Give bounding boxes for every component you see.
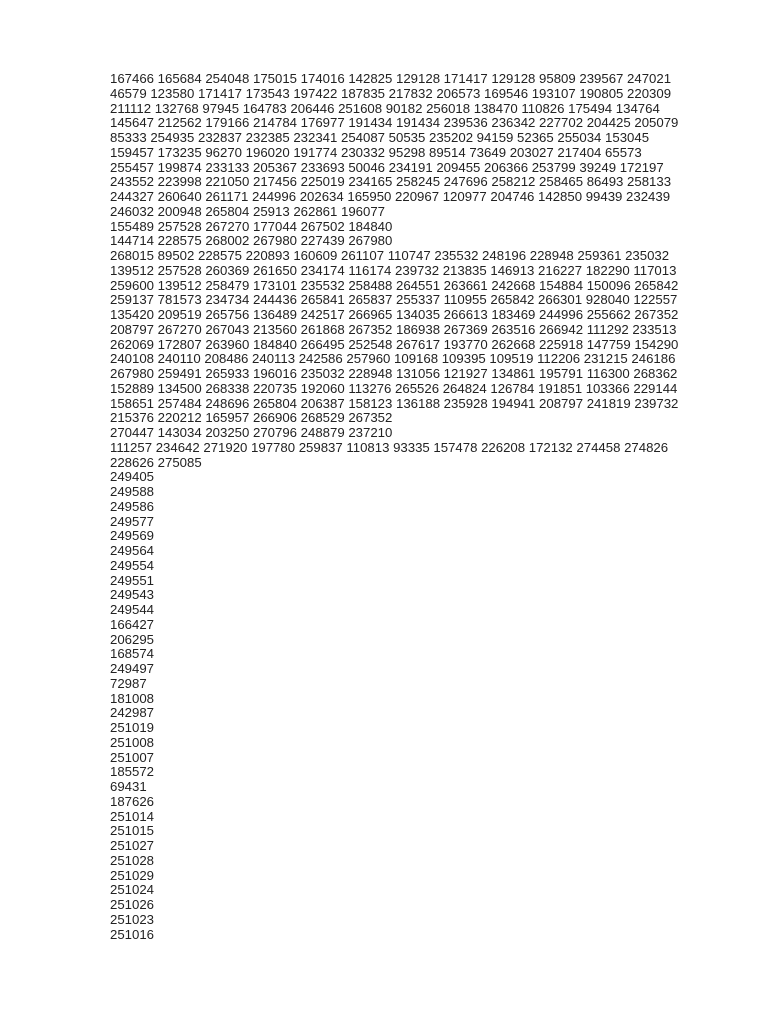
text-line: 251007 — [110, 749, 155, 765]
text-line: 208797 267270 267043 213560 261868 267352 186938 267369 263516 266942 111292 233513 — [110, 321, 677, 337]
text-line: 259137 781573 234734 244436 265841 265837 255337 110955 265842 266301 928040 122557 — [110, 292, 678, 308]
text-line: 240108 240110 208486 240113 242586 257960 109168 109395 109519 112206 231215 246186 — [110, 351, 676, 367]
text-line: 251027 — [110, 838, 155, 853]
text-line: 139512 257528 260369 261650 234174 116174 239732 213835 146913 216227 182290 117013 — [110, 262, 677, 278]
text-line: 159457 173235 96270 196020 191774 230332 95298 89514 73649 203027 217404 65573 — [110, 144, 642, 160]
text-line: 249588 — [110, 484, 155, 499]
text-line: 168574 — [110, 646, 155, 662]
text-line: 249551 — [110, 572, 155, 588]
text-line: 228626 275085 — [110, 454, 202, 470]
text-line: 158651 257484 248696 265804 206387 158123 136188 235928 194941 208797 241819 239732 — [110, 395, 679, 411]
text-line: 249543 — [110, 587, 155, 603]
text-line: 268015 89502 228575 220893 160609 261107 110747 235532 248196 228948 259361 235032 — [110, 248, 670, 263]
text-line: 249577 — [110, 513, 155, 529]
text-line: 249405 — [110, 469, 155, 485]
text-line: 152889 134500 268338 220735 192060 113276 265526 264824 126784 191851 103366 229144 — [110, 380, 678, 396]
text-line: 85333 254935 232837 232385 232341 254087 50535 235202 94159 52365 255034 153045 — [110, 130, 650, 145]
text-line: 249554 — [110, 557, 155, 573]
text-line: 144714 228575 268002 267980 227439 267980 — [110, 233, 393, 249]
text-line: 135420 209519 265756 136489 242517 266965 134035 266613 183469 244996 255662 267352 — [110, 307, 679, 322]
document-page — [110, 72, 710, 942]
text-line: 166427 — [110, 616, 155, 632]
text-line: 211112 132768 97945 164783 206446 251608 90182 256018 138470 110826 175494 134764 — [110, 100, 660, 116]
text-line: 249564 — [110, 543, 155, 558]
text-line: 255457 199874 233133 205367 233693 50046 234191 209455 206366 253799 39249 172197 — [110, 159, 664, 175]
text-line: 72987 — [110, 675, 147, 691]
text-line: 249569 — [110, 528, 155, 544]
text-line: 251028 — [110, 852, 155, 868]
text-line: 249544 — [110, 602, 155, 617]
text-line: 244327 260640 261171 244996 202634 165950 220967 120977 204746 142850 99439 232439 — [110, 189, 671, 204]
text-line: 185572 — [110, 764, 155, 780]
text-line: 111257 234642 271920 197780 259837 110813 93335 157478 226208 172132 274458 274826 — [110, 439, 669, 455]
text-line: 270447 143034 203250 270796 248879 237210 — [110, 425, 393, 440]
text-line: 167466 165684 254048 175015 174016 142825 129128 171417 129128 95809 239567 247021 — [110, 71, 672, 86]
text-line: 249586 — [110, 498, 155, 514]
text-line: 206295 — [110, 631, 155, 647]
text-line: 181008 — [110, 690, 155, 706]
text-line: 243552 223998 221050 217456 225019 234165 258245 247696 258212 258465 86493 258133 — [110, 174, 672, 190]
text-line: 251014 — [110, 808, 155, 824]
text-line: 251008 — [110, 734, 155, 750]
text-line: 215376 220212 165957 266906 268529 267352 — [110, 410, 393, 426]
text-line: 242987 — [110, 705, 155, 721]
text-line: 251023 — [110, 911, 155, 927]
text-line: 259600 139512 258479 173101 235532 258488 264551 263661 242668 154884 150096 265842 — [110, 277, 679, 293]
text-line: 251029 — [110, 867, 155, 883]
text-line: 249497 — [110, 661, 155, 676]
text-line: 262069 172807 263960 184840 266495 252548 267617 193770 262668 225918 147759 154290 — [110, 336, 679, 352]
text-line: 246032 200948 265804 25913 262861 196077 — [110, 203, 386, 219]
text-line: 251015 — [110, 823, 155, 839]
text-line: 251016 — [110, 926, 155, 942]
text-line: 155489 257528 267270 177044 267502 184840 — [110, 218, 393, 234]
text-line: 251019 — [110, 720, 155, 735]
text-line: 69431 — [110, 779, 147, 794]
text-line: 46579 123580 171417 173543 197422 187835 217832 206573 169546 193107 190805 220309 — [110, 85, 672, 101]
text-line: 251024 — [110, 882, 155, 898]
text-line: 145647 212562 179166 214784 176977 191434 191434 239536 236342 227702 204425 205079 — [110, 115, 679, 131]
text-line: 267980 259491 265933 196016 235032 228948 131056 121927 134861 195791 116300 268362 — [110, 366, 678, 381]
text-line: 251026 — [110, 897, 155, 912]
text-line: 187626 — [110, 793, 155, 809]
